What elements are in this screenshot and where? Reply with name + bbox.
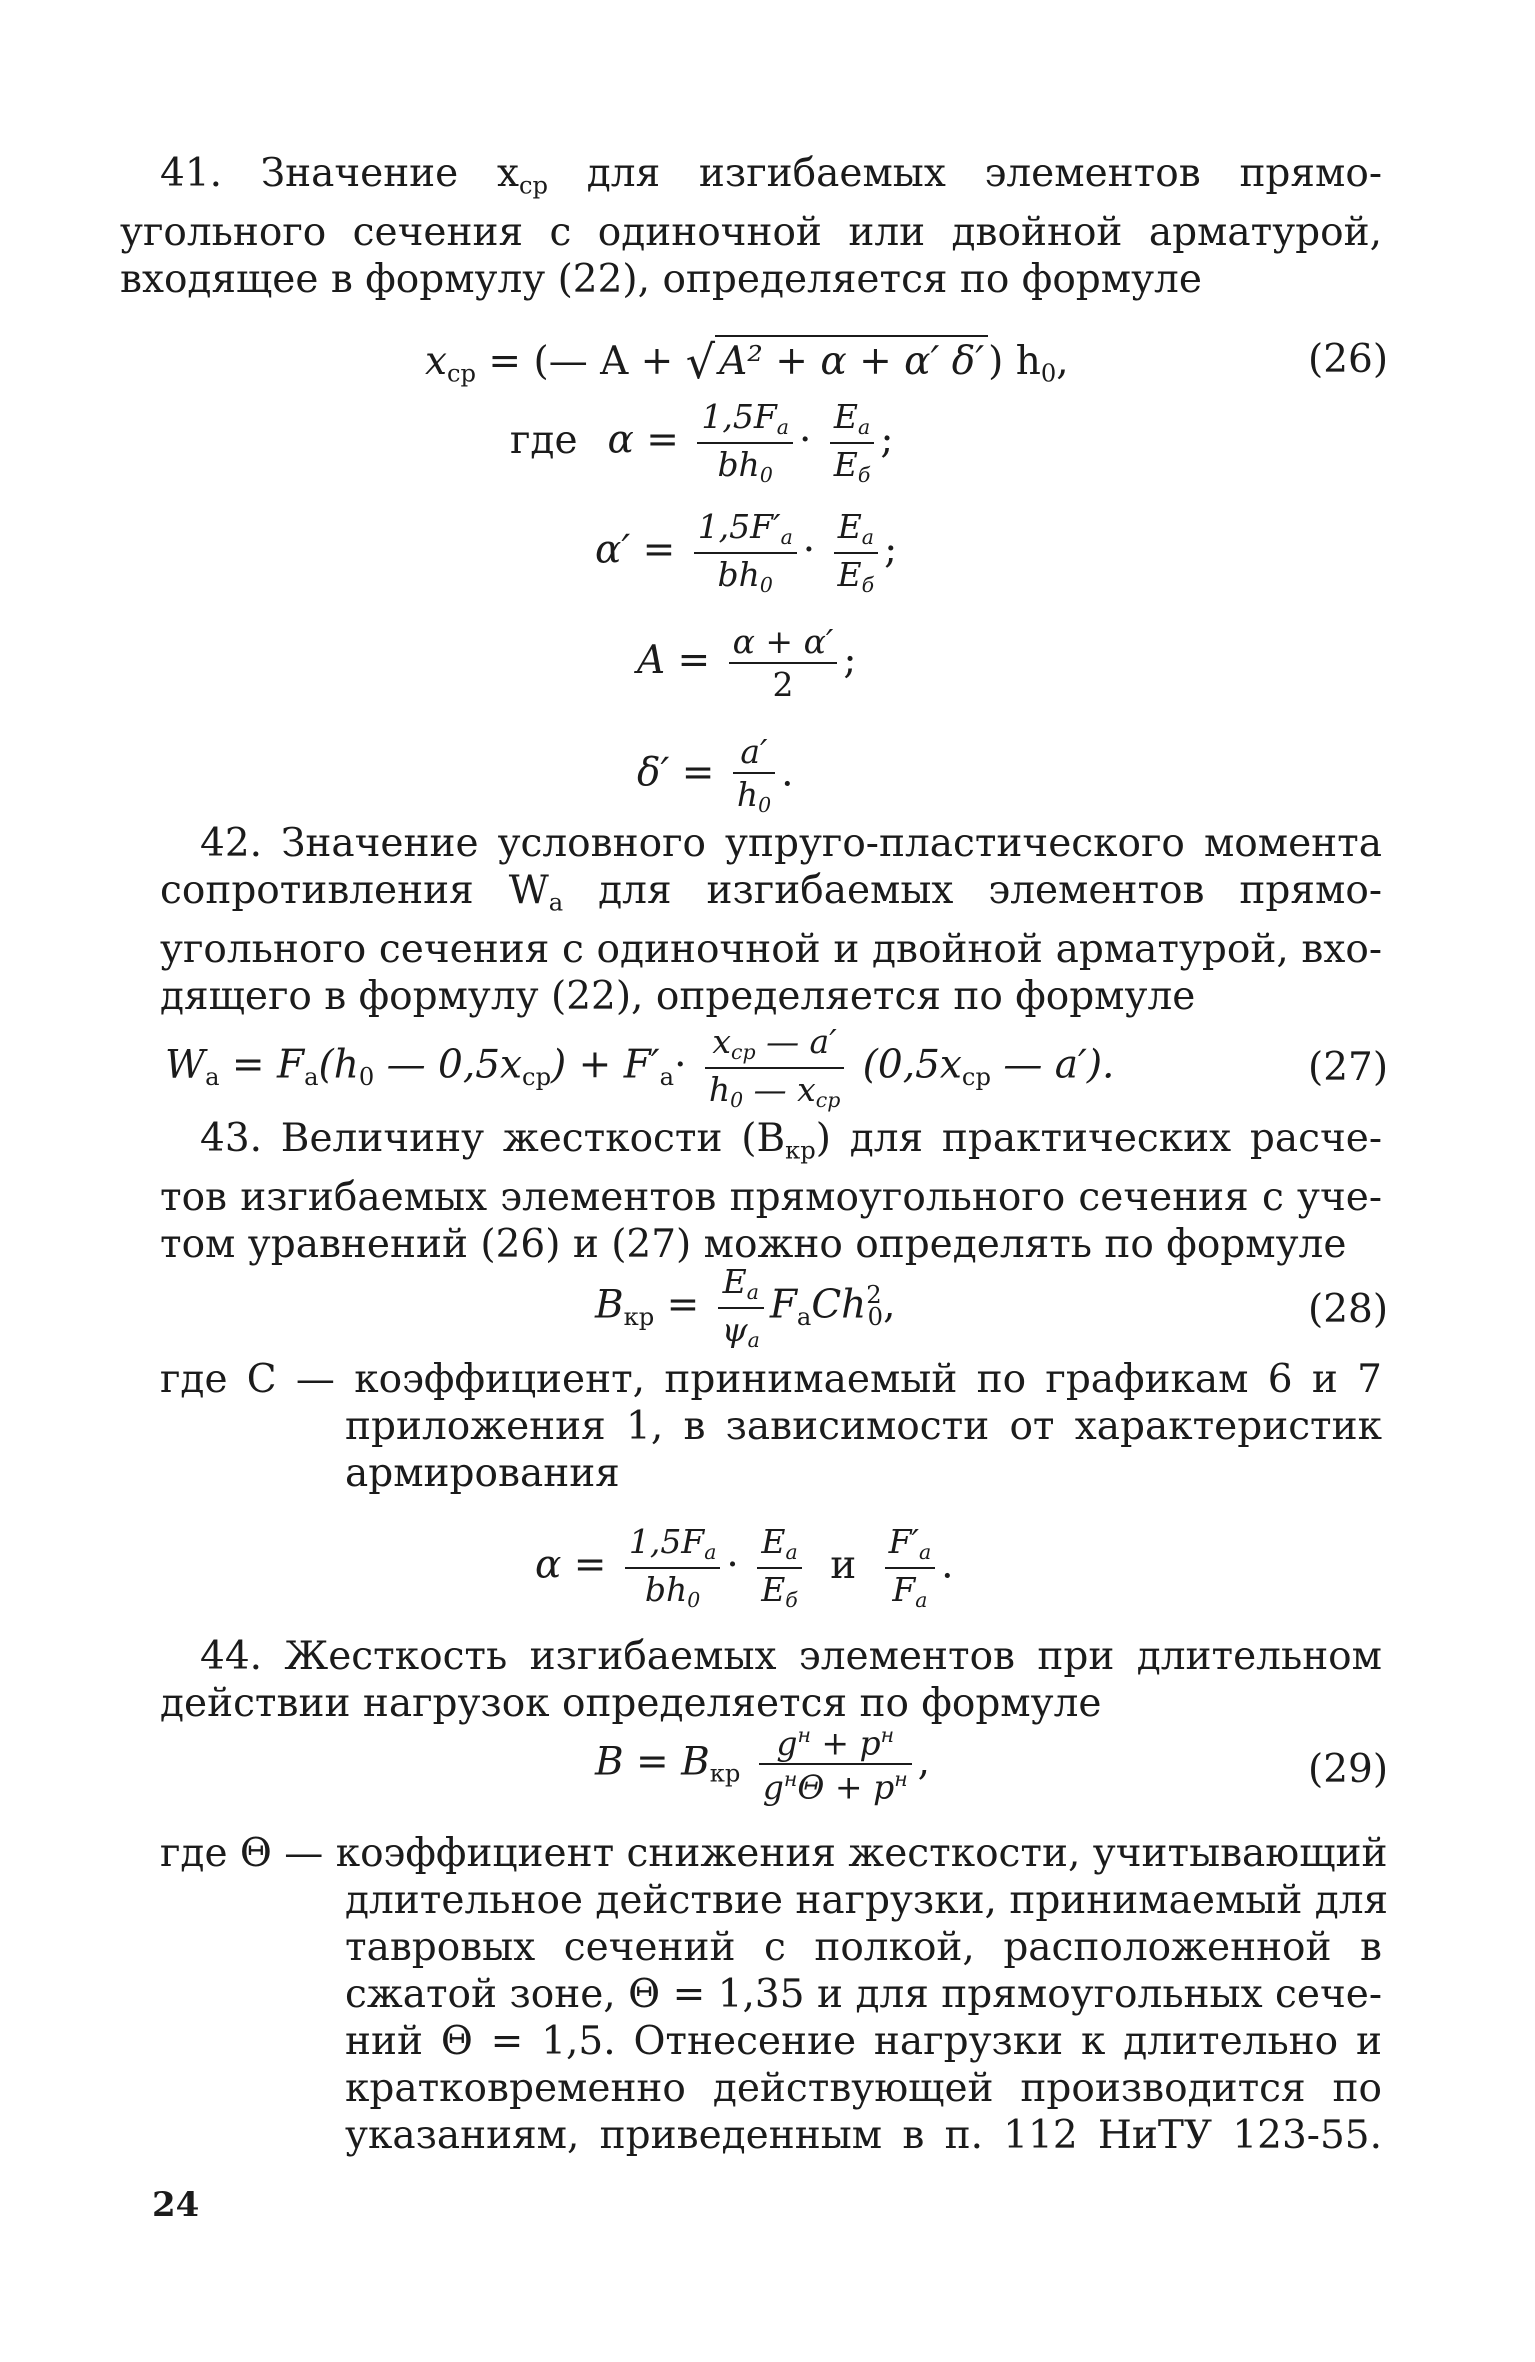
paragraph-line: действии нагрузок определяется по формуле [160, 1681, 1102, 1726]
where-C-line-2: приложения 1, в зависимости от характеристик [345, 1404, 1382, 1449]
paragraph-line: 43. Величину жесткости $(B_{кр})$ для практических расче- [200, 1116, 1382, 1165]
paragraph-line: угольного сечения с одиночной или двойной арматурой, [120, 210, 1382, 256]
paragraph-line: угольного сечения с одиночной и двойной арматурой, вхо- [160, 927, 1382, 973]
paragraph-line: 41. Значение $x_{ср}$ для изгибаемых элементов прямо- [160, 151, 1382, 200]
paragraph-43 [160, 1115, 1382, 1268]
paragraph-line: том уравнений (26) и (27) можно определять по формуле [160, 1222, 1347, 1268]
alpha-and-ratio: α = $\frac{1,5F_а}{bh_0}$ · $\frac{E_а}{E_б}$ и $\frac{F'_а}{F_а}$ . [535, 1522, 954, 1612]
where-C-line-1: где C — коэффициент, принимаемый по графикам 6 и 7 [160, 1357, 1382, 1402]
paragraph-line: 44. Жесткость изгибаемых элементов при длительном [200, 1634, 1382, 1679]
paragraph-line: 42. Значение условного упруго-пластического момента [200, 821, 1382, 866]
delta-definition: δ′ = $\frac{a'}{h_0}$ . [637, 732, 794, 818]
equation-28: $B_{кр}$ = $\frac{E_а}{\psi_а}$ $F_аCh^2_0$, [595, 1262, 896, 1352]
paragraph-line: сопротивления $W_а$ для изгибаемых элементов прямо- [160, 868, 1382, 917]
paragraph-44 [160, 1633, 1382, 1727]
where-theta-line-5: ний Θ = 1,5. Отнесение нагрузки к длительно и [345, 2019, 1382, 2064]
equation-29: $B = B_{кр}$ $\frac{g^н + p^н}{g^н\Theta + p^н}$ , [595, 1723, 931, 1807]
equation-27: $W_а = F_а(h_0$ — $0,5x_{ср}) + F'_а\cdot$ $\frac{x_{ср} — a'}{h_0 — x_{ср}}$ ($0,5x_{ср}$ — a′). [165, 1022, 1115, 1112]
equation-number: (28) [1308, 1287, 1389, 1332]
paragraph-line: тов изгибаемых элементов прямоугольного сечения с уче- [160, 1175, 1382, 1221]
where-theta-line-6: кратковременно действующей производится по [345, 2066, 1382, 2111]
alpha-definition: где α = $\frac{1,5F_а}{bh_0}$ · $\frac{E_а}{E_б}$ ; [510, 397, 894, 487]
equation-number: (27) [1308, 1045, 1389, 1090]
equation-number: (26) [1308, 337, 1389, 382]
where-theta-line-7: указаниям, приведенным в п. 112 НиТУ 123-55. [345, 2113, 1382, 2158]
paragraph-41 [120, 150, 1382, 303]
paragraph-line: входящее в формулу (22), определяется по формуле [120, 257, 1202, 303]
where-theta-line-2: длительное действие нагрузки, принимаемый для [345, 1878, 1389, 1923]
alpha-prime-definition: α′ = $\frac{1,5F'_а}{bh_0}$ · $\frac{E_а}{E_б}$ ; [595, 507, 898, 597]
where-theta-line-3: тавровых сечений с полкой, расположенной в [345, 1925, 1382, 1970]
where-theta-line-1: где Θ — коэффициент снижения жесткости, учитывающий [160, 1831, 1388, 1876]
paragraph-line: дящего в формулу (22), определяется по формуле [160, 974, 1196, 1020]
equation-number: (29) [1308, 1747, 1389, 1792]
A-definition: A = $\frac{\alpha + \alpha'}{2}$ ; [637, 622, 857, 704]
equation-26: $x_{ср}$ = (— A + √ A² + α + α′ δ′ ) $h_0$, [425, 335, 1069, 389]
where-theta-line-4: сжатой зоне, Θ = 1,35 и для прямоугольных сече- [345, 1972, 1382, 2017]
where-C-line-3: армирования [345, 1451, 620, 1496]
page-number: 24 [152, 2185, 200, 2225]
paragraph-42 [160, 820, 1382, 1020]
